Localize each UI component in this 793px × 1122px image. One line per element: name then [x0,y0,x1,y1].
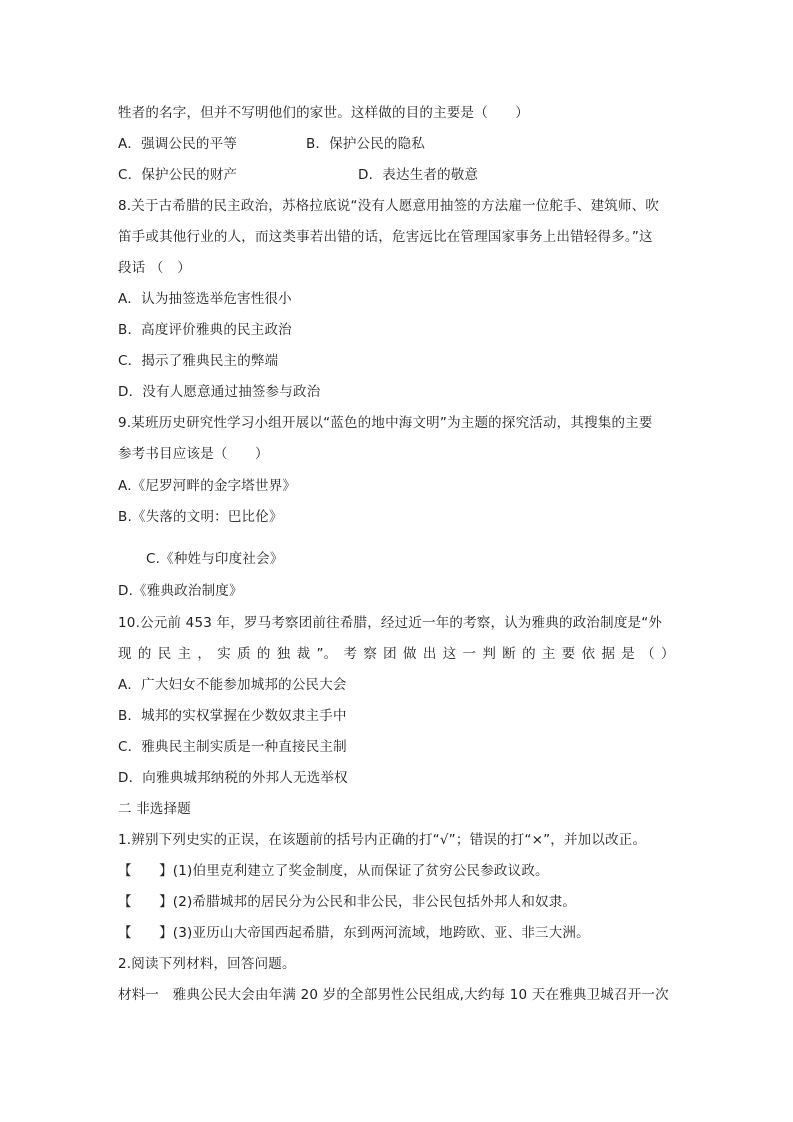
q8-stem-line3: 段话 （ ） [118,260,191,276]
q9-stem-line1: 9.某班历史研究性学习小组开展以“蓝色的地中海文明”为主题的探究活动，其搜集的主要 [118,415,653,431]
q8-option-d: D．没有人愿意通过抽签参与政治 [118,384,321,400]
q10-stem-line2-char: 现 [118,646,132,662]
q9-option-b: B.《失落的文明：巴比伦》 [118,509,283,525]
q8-stem-line1: 8.关于古希腊的民主政治，苏格拉底说“没有人愿意用抽签的方法雇一位舵手、建筑师、吹 [118,198,660,214]
q10-option-b: B．城邦的实权掌握在少数奴隶主手中 [118,708,347,724]
q10-stem-line2-char: 做 [403,646,417,662]
q8-option-a: A．认为抽签选举危害性很小 [118,291,292,307]
section-heading-non-choice: 二 非选择题 [118,801,191,817]
q10-stem-line2-char: 的 [256,646,271,662]
q10-stem-line2-char: 依 [581,646,596,662]
q10-stem-line2-char: 考 [343,646,358,662]
q7-option-a: A．强调公民的平等 [118,136,238,152]
q10-option-a: A．广大妇女不能参加城邦的公民大会 [118,677,347,693]
q10-stem-line2-char: 是 [621,646,635,662]
q10-stem-line2-char: 实 [217,646,231,662]
q10-stem-line2-char: 主 [541,646,556,662]
q9-stem-line2: 参考书目应该是（ ） [118,446,269,462]
q7-option-c: C．保护公民的财产 [118,167,238,183]
q10-stem-line2-char: 主 [177,646,192,662]
part2-q1-stem: 1.辨别下列史实的正误，在该题前的括号内正确的打“√”；错误的打“×”，并加以改正。 [118,832,647,848]
q10-stem-line2-char: ） [660,646,675,662]
q8-option-b: B．高度评价雅典的民主政治 [118,322,292,338]
q10-stem-line2-char: 团 [383,646,397,662]
q8-option-c: C．揭示了雅典民主的弊端 [118,353,279,369]
q8-stem-line2: 笛手或其他行业的人，而这类事若出错的话，危害远比在管理国家事务上出错轻得多。”这 [118,229,653,245]
q10-stem-line2-char: 一 [462,646,477,662]
q10-stem-line2-char: 质 [237,646,251,662]
q10-option-d: D．向雅典城邦纳税的外邦人无选举权 [118,770,348,786]
q10-stem-line2-char: 判 [482,646,497,662]
q10-option-c: C．雅典民主制实质是一种直接民主制 [118,739,347,755]
q9-option-d: D.《雅典政治制度》 [118,583,243,599]
q7-option-b: B．保护公民的隐私 [306,136,426,152]
q10-stem-line2-char: 要 [561,646,576,662]
q7-option-d: D．表达生者的敬意 [358,167,479,183]
q10-stem-line2-char: ”。 [316,646,338,662]
part2-q1-item2: 【 】(2)希腊城邦的居民分为公民和非公民，非公民包括外邦人和奴隶。 [118,894,577,910]
q9-option-a: A.《尼罗河畔的金字塔世界》 [118,478,297,494]
q10-stem-line2-char: 出 [422,646,437,662]
q10-stem-line2-char: 据 [601,646,616,662]
q10-stem-line1: 10.公元前 453 年，罗马考察团前往希腊，经过近一年的考察，认为雅典的政治制度是“外 [118,615,663,631]
q10-stem-line2-char: ， [197,646,212,662]
q10-stem-line2-char: 裁 [296,646,311,662]
q10-stem-line2-char: 察 [363,646,378,662]
q7-stem-end: 牲者的名字，但并不写明他们的家世。这样做的目的主要是（ ） [118,105,529,121]
q10-stem-line2-char: 民 [157,646,172,662]
q9-option-c: C.《种姓与印度社会》 [146,551,284,567]
part2-q2-stem: 2.阅读下列材料，回答问题。 [118,956,296,972]
part2-q1-item3: 【 】(3)亚历山大帝国西起希腊，东到两河流域，地跨欧、亚、非三大洲。 [118,925,590,941]
q10-stem-line2 [118,645,675,663]
q10-stem-line2-char: 断 [502,646,516,662]
q10-stem-line2-char: 的 [522,646,536,662]
q10-stem-line2-char: （ [641,646,655,662]
part2-q1-item1: 【 】(1)伯里克利建立了奖金制度，从而保证了贫穷公民参政议政。 [118,863,549,879]
q10-stem-line2-char: 这 [442,646,457,662]
part2-q2-material1: 材料一 雅典公民大会由年满 20 岁的全部男性公民组成,大约每 10 天在雅典卫城召开一次 [118,987,669,1003]
q10-stem-line2-char: 独 [276,646,291,662]
q10-stem-line2-char: 的 [137,646,152,662]
